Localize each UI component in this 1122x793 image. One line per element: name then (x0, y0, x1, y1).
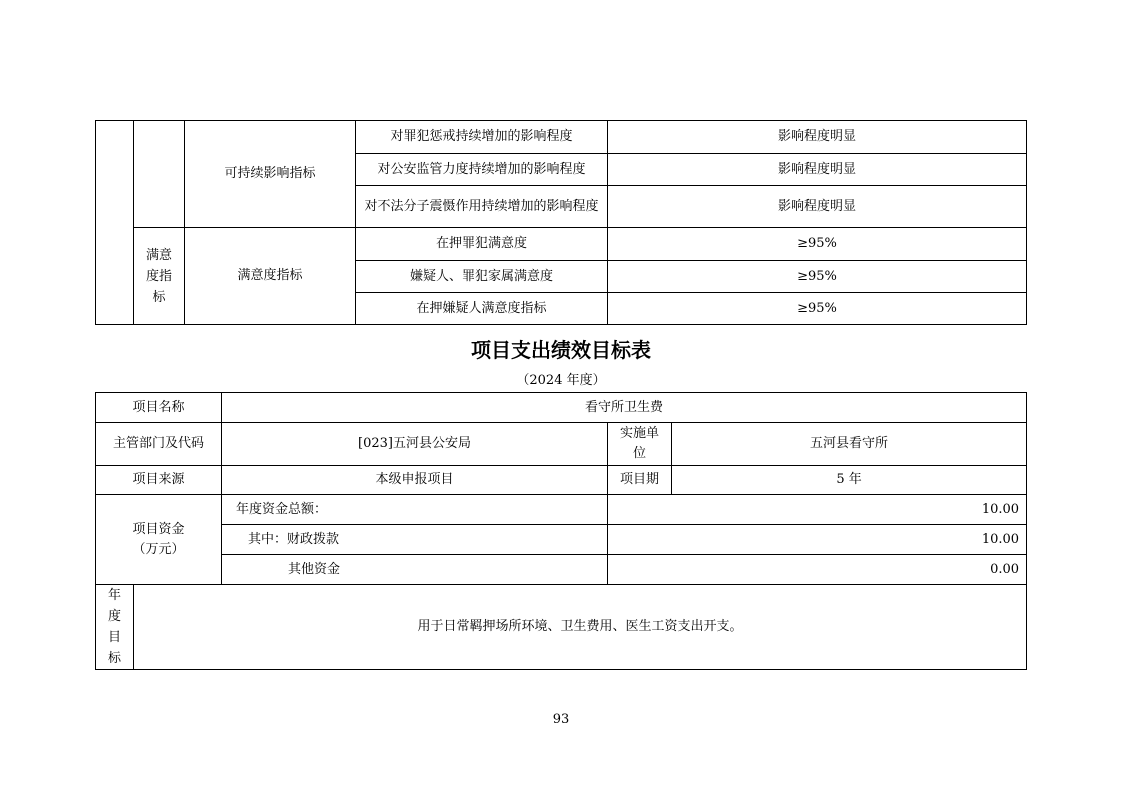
period-label: 项目期 (608, 466, 672, 495)
value-cell: ≥95% (608, 293, 1027, 325)
value-cell: ≥95% (608, 228, 1027, 261)
value-cell: ≥95% (608, 261, 1027, 293)
page-number: 93 (552, 712, 570, 727)
impl-unit-value: 五河县看守所 (672, 423, 1027, 466)
category-cell-empty (96, 121, 134, 325)
metric-cell: 嫌疑人、罪犯家属满意度 (356, 261, 608, 293)
other-funds-value: 0.00 (608, 555, 1027, 585)
funds-label-cell (96, 495, 222, 585)
project-target-table (95, 392, 1027, 670)
value-cell: 影响程度明显 (608, 154, 1027, 186)
metric-cell: 在押嫌疑人满意度指标 (356, 293, 608, 325)
value-cell: 影响程度明显 (608, 121, 1027, 154)
subcategory-cell-empty (134, 121, 185, 228)
dept-value: [023]五河县公安局 (222, 423, 608, 466)
metric-cell: 对不法分子震慑作用持续增加的影响程度 (356, 186, 608, 228)
page-title: 项目支出绩效目标表 (471, 338, 651, 362)
source-label: 项目来源 (96, 466, 222, 495)
indicator-table-continued (95, 120, 1027, 325)
project-name-label: 项目名称 (96, 393, 222, 423)
dept-label: 主管部门及代码 (96, 423, 222, 466)
fiscal-funds-label: 其中：财政拨款 (222, 525, 608, 555)
impl-unit-label: 实施单位 (608, 423, 672, 466)
sustain-indicator-label: 可持续影响指标 (185, 121, 356, 228)
metric-cell: 对公安监管力度持续增加的影响程度 (356, 154, 608, 186)
total-funds-label: 年度资金总额： (222, 495, 608, 525)
satisfaction-category-label: 满意度指标 (134, 228, 185, 325)
page-subtitle-year: （2024 年度） (516, 373, 606, 388)
project-name-value: 看守所卫生费 (222, 393, 1027, 423)
source-value: 本级申报项目 (222, 466, 608, 495)
total-funds-value: 10.00 (608, 495, 1027, 525)
funds-unit: （万元） (132, 541, 185, 557)
annual-goal-value: 用于日常羁押场所环境、卫生费用、医生工资支出开支。 (134, 585, 1027, 670)
fiscal-funds-value: 10.00 (608, 525, 1027, 555)
annual-goal-label: 年度目标 (96, 585, 134, 670)
satisfaction-indicator-label: 满意度指标 (185, 228, 356, 325)
value-cell: 影响程度明显 (608, 186, 1027, 228)
period-value: 5 年 (672, 466, 1027, 495)
funds-label: 项目资金 (132, 521, 185, 537)
metric-cell: 在押罪犯满意度 (356, 228, 608, 261)
metric-cell: 对罪犯惩戒持续增加的影响程度 (356, 121, 608, 154)
other-funds-label: 其他资金 (222, 555, 608, 585)
